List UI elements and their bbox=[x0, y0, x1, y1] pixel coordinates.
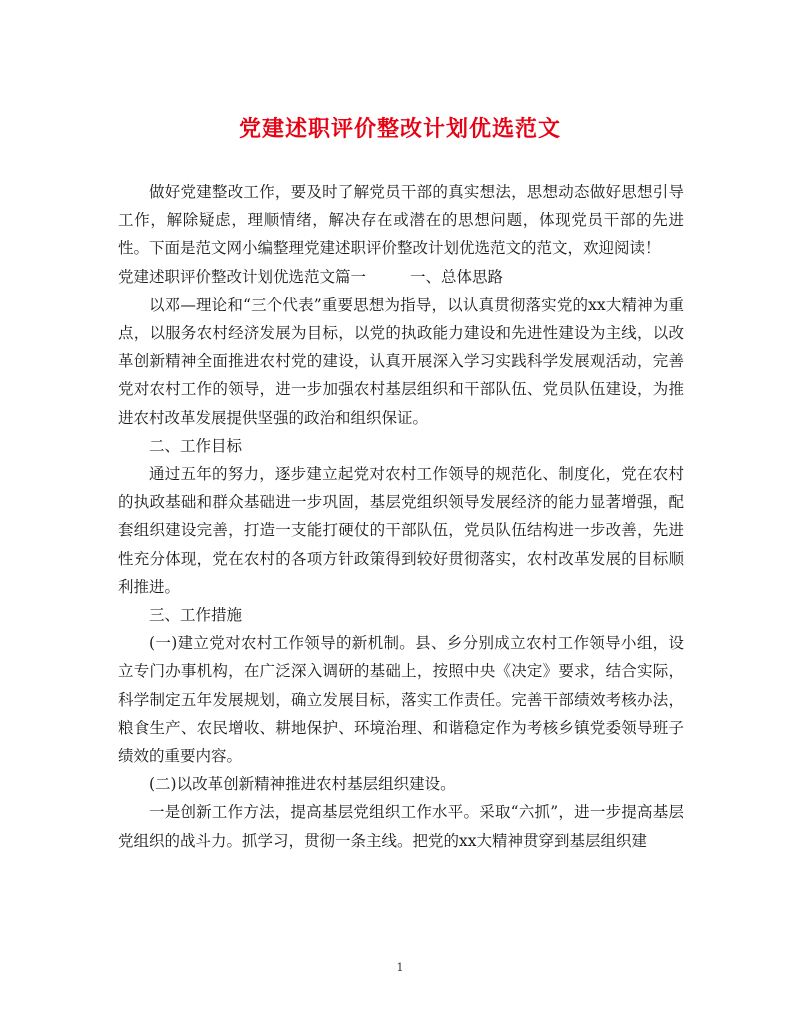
paragraph-measure-two: (二)以改革创新精神推进农村基层组织建设。 bbox=[149, 775, 456, 794]
paragraph-measure-one: (一)建立党对农村工作领导的新机制。县、乡分别成立农村工作领导小组，设立专门办事机构，在广泛深入调研的基础上，按照中央《决定》要求，结合实际，科学制定五年发展规划，确立发展目标，落实工作责任。完善干部绩效考核办法，粮食生产、农民增收、耕地保护、环境治理、和谐稳定作为考核乡镇党委领导班子绩效的重要内容。 bbox=[118, 634, 684, 766]
document-title: 党建述职评价整改计划优选范文 bbox=[238, 116, 561, 142]
intro-paragraph: 做好党建整改工作，要及时了解党员干部的真实想法，思想动态做好思想引导工作，解除疑虑，理顺情绪，解决存在或潜在的思想问题，体现党员干部的先进性。下面是范文网小编整理党建述职评价整改计划优选范文的范文，欢迎阅读！ bbox=[118, 183, 684, 258]
paragraph-overall-approach: 以邓—理论和“三个代表”重要思想为指导，以认真贯彻落实党的xx大精神为重点，以服务农村经济发展为目标，以党的执政能力建设和先进性建设为主线，以改革创新精神全面推进农村党的建设，认真开展深入学习实践科学发展观活动，完善党对农村工作的领导，进一步加强农村基层组织和干部队伍、党员队伍建设，为推进农村改革发展提供坚强的政治和组织保证。 bbox=[118, 295, 684, 427]
section-heading-title: 党建述职评价整改计划优选范文篇一 bbox=[118, 267, 367, 286]
heading-work-measures: 三、工作措施 bbox=[149, 606, 243, 625]
document-body bbox=[118, 178, 684, 855]
page-number: 1 bbox=[396, 961, 404, 974]
section-heading-line bbox=[118, 263, 684, 291]
section-heading-subtitle: 一、总体思路 bbox=[410, 267, 504, 286]
heading-work-goals: 二、工作目标 bbox=[149, 436, 243, 455]
paragraph-innovation: 一是创新工作方法，提高基层党组织工作水平。采取“六抓”，进一步提高基层党组织的战斗力。抓学习，贯彻一条主线。把党的xx大精神贯穿到基层组织建 bbox=[118, 803, 684, 850]
paragraph-work-goals: 通过五年的努力，逐步建立起党对农村工作领导的规范化、制度化，党在农村的执政基础和群众基础进一步巩固，基层党组织领导发展经济的能力显著增强，配套组织建设完善，打造一支能打硬仗的干部队伍，党员队伍结构进一步改善，先进性充分体现，党在农村的各项方针政策得到较好贯彻落实，农村改革发展的目标顺利推进。 bbox=[118, 465, 684, 596]
